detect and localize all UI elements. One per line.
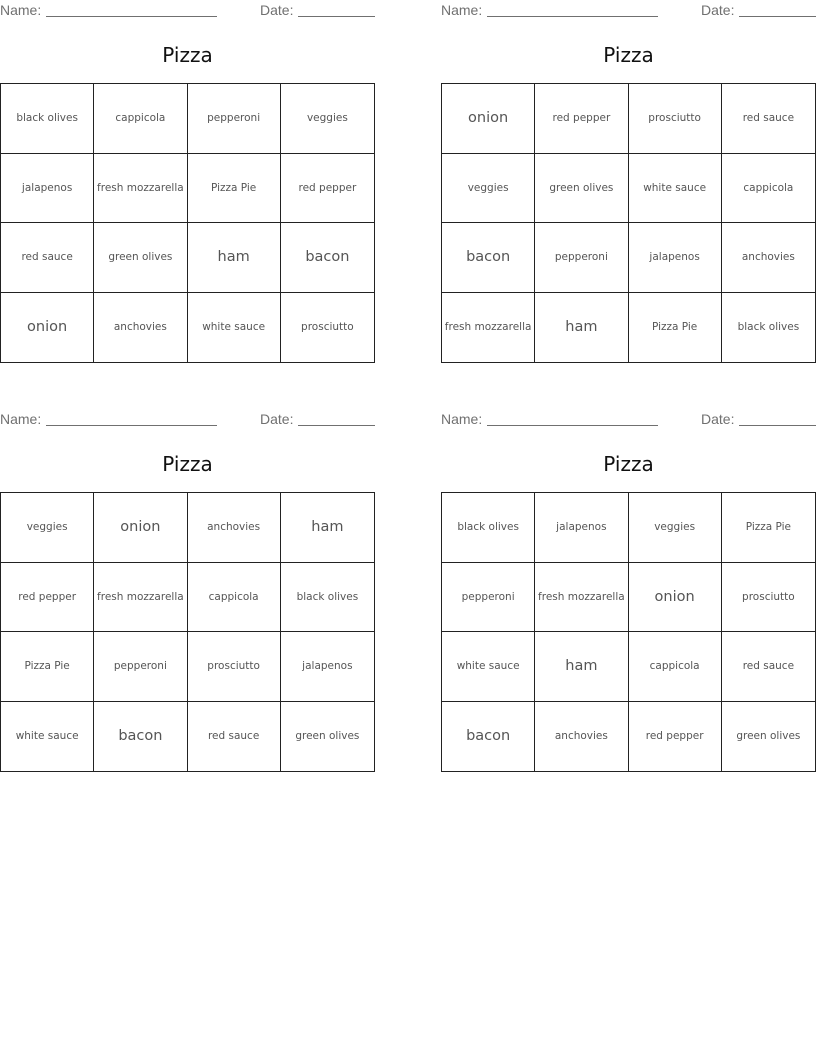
bingo-cell[interactable]: fresh mozzarella (535, 563, 628, 633)
bingo-cell[interactable]: onion (94, 493, 187, 563)
name-blank-line[interactable] (46, 16, 217, 17)
name-blank-line[interactable] (487, 16, 658, 17)
bingo-cell[interactable]: Pizza Pie (722, 493, 815, 563)
date-label: Date: (701, 2, 735, 18)
name-blank-line[interactable] (46, 425, 217, 426)
bingo-cell[interactable]: anchovies (722, 223, 815, 293)
bingo-cell[interactable]: veggies (1, 493, 94, 563)
date-blank-line[interactable] (739, 425, 816, 426)
bingo-cell[interactable]: bacon (281, 223, 374, 293)
bingo-cell[interactable]: red pepper (281, 154, 374, 224)
name-label: Name: (0, 411, 42, 427)
bingo-cell[interactable]: black olives (1, 84, 94, 154)
bingo-cell[interactable]: jalapenos (281, 632, 374, 702)
bingo-cell[interactable]: red sauce (722, 84, 815, 154)
bingo-card-1 (0, 0, 375, 336)
bingo-cell[interactable]: cappicola (722, 154, 815, 224)
date-label: Date: (260, 2, 294, 18)
bingo-cell[interactable]: black olives (281, 563, 374, 633)
name-date-row (441, 409, 816, 429)
bingo-cell[interactable]: red sauce (188, 702, 281, 772)
bingo-cell[interactable]: jalapenos (629, 223, 722, 293)
name-label: Name: (441, 411, 483, 427)
bingo-cell[interactable]: white sauce (442, 632, 535, 702)
bingo-cell[interactable]: onion (629, 563, 722, 633)
date-blank-line[interactable] (739, 16, 816, 17)
bingo-cell[interactable]: pepperoni (188, 84, 281, 154)
bingo-cell[interactable]: jalapenos (535, 493, 628, 563)
bingo-cell[interactable]: veggies (442, 154, 535, 224)
bingo-cell[interactable]: green olives (736, 730, 801, 743)
date-blank-line[interactable] (298, 16, 375, 17)
bingo-cell[interactable]: Pizza Pie (1, 632, 94, 702)
bingo-cell[interactable]: Pizza Pie (188, 154, 281, 224)
bingo-cell[interactable]: green olives (535, 154, 628, 224)
name-label: Name: (441, 2, 483, 18)
bingo-cell[interactable]: black olives (737, 321, 800, 334)
bingo-cell[interactable]: bacon (442, 223, 535, 293)
name-date-row (0, 409, 375, 429)
card-title: Pizza (603, 452, 654, 476)
bingo-cell[interactable]: jalapenos (1, 154, 94, 224)
bingo-cell[interactable]: fresh mozzarella (94, 563, 187, 633)
name-date-row (441, 0, 816, 20)
bingo-cell[interactable]: ham (535, 632, 628, 702)
bingo-cell[interactable]: pepperoni (535, 223, 628, 293)
bingo-cell[interactable]: anchovies (94, 293, 187, 363)
bingo-cell[interactable]: veggies (629, 493, 722, 563)
date-label: Date: (701, 411, 735, 427)
bingo-cell[interactable]: fresh mozzarella (442, 293, 535, 363)
bingo-grid (441, 83, 816, 363)
bingo-cell[interactable]: cappicola (94, 84, 187, 154)
bingo-cell[interactable]: fresh mozzarella (94, 154, 187, 224)
bingo-cell[interactable]: anchovies (188, 493, 281, 563)
bingo-cell[interactable]: red pepper (1, 563, 94, 633)
bingo-cell[interactable]: ham (281, 493, 374, 563)
bingo-grid (0, 83, 375, 363)
bingo-cell[interactable]: red pepper (535, 84, 628, 154)
bingo-cell[interactable]: bacon (442, 702, 535, 772)
bingo-cell[interactable]: onion (442, 84, 535, 154)
name-label: Name: (0, 2, 42, 18)
card-title: Pizza (162, 43, 213, 67)
bingo-cell[interactable]: ham (535, 293, 628, 363)
name-blank-line[interactable] (487, 425, 658, 426)
bingo-cell[interactable]: Pizza Pie (629, 293, 722, 363)
date-blank-line[interactable] (298, 425, 375, 426)
bingo-card-4 (441, 409, 816, 745)
bingo-cell[interactable]: bacon (94, 702, 187, 772)
card-title: Pizza (162, 452, 213, 476)
bingo-cell[interactable]: white sauce (1, 702, 94, 772)
bingo-cell[interactable]: white sauce (188, 293, 281, 363)
bingo-cell[interactable]: prosciutto (629, 84, 722, 154)
name-date-row (0, 0, 375, 20)
bingo-cell[interactable]: red pepper (629, 702, 722, 772)
bingo-grid (441, 492, 816, 772)
bingo-cell[interactable]: white sauce (629, 154, 722, 224)
bingo-cell[interactable]: pepperoni (94, 632, 187, 702)
bingo-cell[interactable]: green olives (295, 730, 360, 743)
bingo-cell[interactable]: red sauce (1, 223, 94, 293)
bingo-cell[interactable]: cappicola (188, 563, 281, 633)
bingo-cell[interactable]: cappicola (629, 632, 722, 702)
bingo-cell[interactable]: ham (188, 223, 281, 293)
bingo-cell[interactable]: red sauce (722, 632, 815, 702)
bingo-cell[interactable]: pepperoni (442, 563, 535, 633)
bingo-card-2 (441, 0, 816, 336)
bingo-cell[interactable]: onion (1, 293, 94, 363)
bingo-cell[interactable]: prosciutto (722, 563, 815, 633)
bingo-cell[interactable]: anchovies (535, 702, 628, 772)
bingo-cell[interactable]: veggies (281, 84, 374, 154)
bingo-card-3 (0, 409, 375, 745)
card-title: Pizza (603, 43, 654, 67)
bingo-grid (0, 492, 375, 772)
bingo-cell[interactable]: black olives (442, 493, 535, 563)
date-label: Date: (260, 411, 294, 427)
bingo-cell[interactable]: prosciutto (188, 632, 281, 702)
bingo-cell[interactable]: prosciutto (301, 321, 354, 334)
bingo-cell[interactable]: green olives (94, 223, 187, 293)
